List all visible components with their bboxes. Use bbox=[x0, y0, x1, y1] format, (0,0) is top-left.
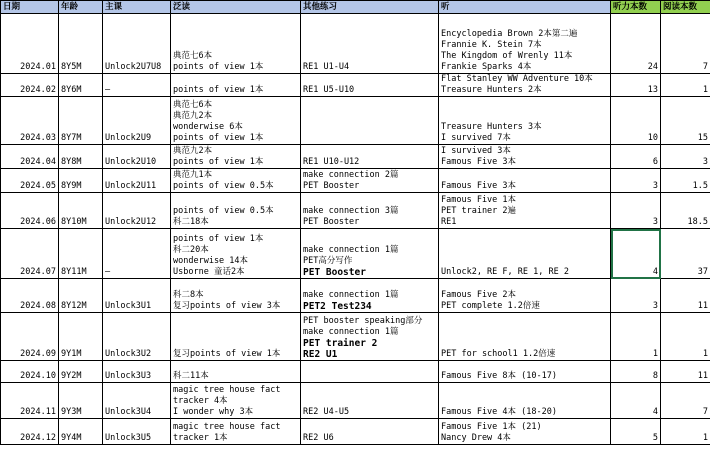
cell-listening-count[interactable]: 6 bbox=[611, 145, 661, 169]
cell-extensive-reading[interactable] bbox=[171, 145, 301, 169]
header-extensive-reading[interactable]: 泛读 bbox=[171, 1, 301, 14]
cell-listening[interactable] bbox=[439, 74, 611, 97]
cell-extensive-reading-line: 科二8本 bbox=[173, 290, 204, 300]
cell-extensive-reading[interactable] bbox=[171, 169, 301, 193]
cell-age[interactable]: 8Y7M bbox=[59, 97, 103, 145]
cell-date[interactable]: 2024.10 bbox=[1, 361, 59, 383]
cell-other-practice-line: make connection 3篇 bbox=[303, 206, 399, 216]
cell-extensive-reading-line: points of view 1本 bbox=[173, 85, 264, 95]
cell-main-course[interactable]: Unlock3U3 bbox=[103, 361, 171, 383]
cell-listening-line: Encyclopedia Brown 2本第二遍 bbox=[441, 29, 578, 39]
cell-extensive-reading-line: 科二18本 bbox=[173, 217, 209, 227]
cell-listening[interactable] bbox=[439, 313, 611, 361]
cell-extensive-reading[interactable] bbox=[171, 14, 301, 74]
cell-date[interactable]: 2024.12 bbox=[1, 419, 59, 445]
cell-main-course[interactable]: Unlock2U10 bbox=[103, 145, 171, 169]
table-row bbox=[1, 145, 710, 169]
cell-age[interactable]: 8Y11M bbox=[59, 229, 103, 279]
cell-reading-count[interactable]: 37 bbox=[661, 229, 710, 279]
cell-other-practice-line: PET trainer 2 bbox=[303, 338, 378, 349]
cell-date[interactable]: 2024.11 bbox=[1, 383, 59, 419]
cell-date[interactable]: 2024.08 bbox=[1, 279, 59, 313]
cell-listening-line: Treasure Hunters 3本 bbox=[441, 122, 542, 132]
cell-listening-line: I survived 7本 bbox=[441, 133, 511, 143]
cell-listening[interactable] bbox=[439, 97, 611, 145]
cell-listening-count[interactable]: 3 bbox=[611, 193, 661, 229]
cell-other-practice[interactable] bbox=[301, 419, 439, 445]
cell-reading-count[interactable]: 3 bbox=[661, 145, 710, 169]
header-main-course[interactable]: 主课 bbox=[103, 1, 171, 14]
cell-main-course[interactable]: Unlock2U12 bbox=[103, 193, 171, 229]
cell-extensive-reading-line: points of view 1本 bbox=[173, 157, 264, 167]
cell-extensive-reading[interactable] bbox=[171, 229, 301, 279]
cell-age[interactable]: 8Y12M bbox=[59, 279, 103, 313]
cell-age[interactable]: 9Y4M bbox=[59, 419, 103, 445]
cell-date[interactable]: 2024.07 bbox=[1, 229, 59, 279]
cell-reading-count[interactable]: 1 bbox=[661, 74, 710, 97]
cell-listening[interactable] bbox=[439, 193, 611, 229]
cell-listening-line: Famous Five 1本 (21) bbox=[441, 422, 542, 432]
cell-extensive-reading-line: points of view 0.5本 bbox=[173, 181, 274, 191]
cell-other-practice-line: PET高分写作 bbox=[303, 256, 353, 266]
cell-listening-line: Treasure Hunters 2本 bbox=[441, 85, 542, 95]
cell-other-practice-line: PET booster speaking部分 bbox=[303, 316, 423, 326]
cell-extensive-reading[interactable] bbox=[171, 74, 301, 97]
cell-listening-line: Unlock2, RE F, RE 1, RE 2 bbox=[441, 267, 569, 277]
cell-listening-line: Frankie Sparks 4本 bbox=[441, 62, 532, 72]
cell-extensive-reading-line: 典范九2本 bbox=[173, 146, 213, 156]
cell-listening[interactable] bbox=[439, 383, 611, 419]
cell-other-practice-line: PET2 Test234 bbox=[303, 301, 372, 312]
header-listening-count[interactable]: 听力本数 bbox=[611, 1, 661, 14]
cell-date[interactable]: 2024.05 bbox=[1, 169, 59, 193]
cell-listening-line: RE1 bbox=[441, 217, 457, 227]
cell-reading-count[interactable]: 11 bbox=[661, 279, 710, 313]
cell-other-practice-line: make connection 2篇 bbox=[303, 170, 399, 180]
cell-listening-line: Famous Five 2本 bbox=[441, 290, 517, 300]
cell-extensive-reading[interactable] bbox=[171, 193, 301, 229]
cell-reading-count[interactable]: 18.5 bbox=[661, 193, 710, 229]
cell-listening-line: Nancy Drew 4本 bbox=[441, 433, 511, 443]
cell-reading-count[interactable]: 1 bbox=[661, 313, 710, 361]
cell-other-practice-line: PET Booster bbox=[303, 181, 360, 191]
table-row bbox=[1, 74, 710, 97]
cell-extensive-reading-line: 典范九1本 bbox=[173, 170, 213, 180]
cell-extensive-reading-line: wonderwise 6本 bbox=[173, 122, 243, 132]
cell-listening[interactable] bbox=[439, 169, 611, 193]
table-row bbox=[1, 14, 710, 74]
cell-age[interactable]: 9Y1M bbox=[59, 313, 103, 361]
cell-listening-count[interactable]: 3 bbox=[611, 279, 661, 313]
cell-listening-line: Flat Stanley WW Adventure 10本 bbox=[441, 74, 593, 84]
cell-extensive-reading[interactable] bbox=[171, 279, 301, 313]
cell-other-practice[interactable] bbox=[301, 97, 439, 145]
cell-reading-count[interactable]: 11 bbox=[661, 361, 710, 383]
cell-listening-line: Famous Five 1本 bbox=[441, 195, 517, 205]
cell-age[interactable]: 8Y6M bbox=[59, 74, 103, 97]
cell-listening-count[interactable]: 4 bbox=[611, 229, 661, 279]
cell-extensive-reading-line: wonderwise 14本 bbox=[173, 256, 249, 266]
cell-listening[interactable] bbox=[439, 279, 611, 313]
table-row bbox=[1, 279, 710, 313]
table-row bbox=[1, 169, 710, 193]
table-row bbox=[1, 383, 710, 419]
cell-extensive-reading[interactable] bbox=[171, 361, 301, 383]
cell-listening[interactable] bbox=[439, 14, 611, 74]
header-listening[interactable]: 听 bbox=[439, 1, 611, 14]
cell-listening[interactable] bbox=[439, 229, 611, 279]
cell-age[interactable]: 8Y9M bbox=[59, 169, 103, 193]
cell-extensive-reading[interactable] bbox=[171, 383, 301, 419]
cell-other-practice[interactable] bbox=[301, 145, 439, 169]
cell-extensive-reading[interactable] bbox=[171, 97, 301, 145]
cell-listening-count[interactable]: 5 bbox=[611, 419, 661, 445]
cell-other-practice-line: RE1 U1-U4 bbox=[303, 62, 350, 72]
cell-listening-count[interactable]: 10 bbox=[611, 97, 661, 145]
cell-reading-count[interactable]: 1 bbox=[661, 419, 710, 445]
cell-age[interactable]: 8Y8M bbox=[59, 145, 103, 169]
cell-listening-count[interactable]: 8 bbox=[611, 361, 661, 383]
cell-extensive-reading-line: magic tree house fact bbox=[173, 385, 281, 395]
header-date[interactable]: 日期 bbox=[1, 1, 59, 14]
table-row bbox=[1, 313, 710, 361]
cell-reading-count[interactable]: 15 bbox=[661, 97, 710, 145]
cell-date[interactable]: 2024.09 bbox=[1, 313, 59, 361]
cell-listening-line: Famous Five 4本 (18-20) bbox=[441, 407, 557, 417]
cell-other-practice[interactable] bbox=[301, 74, 439, 97]
cell-extensive-reading-line: 复习points of view 3本 bbox=[173, 301, 281, 311]
cell-other-practice[interactable] bbox=[301, 279, 439, 313]
cell-main-course[interactable]: Unlock3U4 bbox=[103, 383, 171, 419]
cell-other-practice-line: RE2 U4-U5 bbox=[303, 407, 350, 417]
cell-listening-line: I survived 3本 bbox=[441, 146, 511, 156]
cell-other-practice-line: make connection 1篇 bbox=[303, 327, 399, 337]
cell-listening-line: Famous Five 3本 bbox=[441, 157, 517, 167]
cell-main-course[interactable]: — bbox=[103, 229, 171, 279]
cell-date[interactable]: 2024.03 bbox=[1, 97, 59, 145]
cell-extensive-reading-line: 复习points of view 1本 bbox=[173, 349, 281, 359]
cell-extensive-reading-line: 科二11本 bbox=[173, 371, 209, 381]
header-age[interactable]: 年龄 bbox=[59, 1, 103, 14]
cell-main-course[interactable]: Unlock2U7U8 bbox=[103, 14, 171, 74]
cell-listening-count[interactable]: 3 bbox=[611, 169, 661, 193]
cell-other-practice-line: RE1 U10-U12 bbox=[303, 157, 360, 167]
cell-listening-line: Famous Five 3本 bbox=[441, 181, 517, 191]
cell-date[interactable]: 2024.01 bbox=[1, 14, 59, 74]
cell-listening-line: PET complete 1.2倍速 bbox=[441, 301, 540, 311]
cell-other-practice[interactable] bbox=[301, 193, 439, 229]
cell-extensive-reading-line: points of view 1本 bbox=[173, 62, 264, 72]
cell-extensive-reading-line: Usborne 童话2本 bbox=[173, 267, 245, 277]
cell-listening-count[interactable]: 13 bbox=[611, 74, 661, 97]
table-row bbox=[1, 361, 710, 383]
cell-reading-count[interactable]: 1.5 bbox=[661, 169, 710, 193]
cell-listening[interactable] bbox=[439, 361, 611, 383]
cell-extensive-reading-line: 典范七6本 bbox=[173, 51, 213, 61]
cell-listening[interactable] bbox=[439, 145, 611, 169]
cell-other-practice[interactable] bbox=[301, 383, 439, 419]
cell-age[interactable]: 8Y10M bbox=[59, 193, 103, 229]
cell-age[interactable]: 8Y5M bbox=[59, 14, 103, 74]
cell-other-practice[interactable] bbox=[301, 313, 439, 361]
cell-extensive-reading-line: 科二20本 bbox=[173, 245, 209, 255]
cell-other-practice-line: make connection 1篇 bbox=[303, 290, 399, 300]
cell-other-practice-line: RE2 U6 bbox=[303, 433, 334, 443]
cell-other-practice[interactable] bbox=[301, 229, 439, 279]
cell-other-practice-line: RE1 U5-U10 bbox=[303, 85, 355, 95]
cell-main-course[interactable]: Unlock3U2 bbox=[103, 313, 171, 361]
cell-age[interactable]: 9Y3M bbox=[59, 383, 103, 419]
table-row bbox=[1, 193, 710, 229]
cell-extensive-reading-line: 典范九2本 bbox=[173, 111, 213, 121]
cell-listening-line: Famous Five 8本 (10-17) bbox=[441, 371, 557, 381]
cell-other-practice-line: RE2 U1 bbox=[303, 349, 338, 360]
cell-listening-line: PET trainer 2遍 bbox=[441, 206, 517, 216]
cell-main-course[interactable]: Unlock2U11 bbox=[103, 169, 171, 193]
cell-main-course[interactable]: Unlock2U9 bbox=[103, 97, 171, 145]
cell-listening[interactable] bbox=[439, 419, 611, 445]
cell-date[interactable]: 2024.04 bbox=[1, 145, 59, 169]
cell-extensive-reading-line: points of view 1本 bbox=[173, 234, 264, 244]
cell-other-practice-line: PET Booster bbox=[303, 267, 366, 278]
cell-extensive-reading-line: points of view 1本 bbox=[173, 133, 264, 143]
cell-extensive-reading-line: tracker 1本 bbox=[173, 433, 228, 443]
cell-other-practice[interactable] bbox=[301, 169, 439, 193]
cell-extensive-reading[interactable] bbox=[171, 419, 301, 445]
cell-date[interactable]: 2024.02 bbox=[1, 74, 59, 97]
cell-extensive-reading-line: I wonder why 3本 bbox=[173, 407, 254, 417]
table-row bbox=[1, 229, 710, 279]
cell-listening-line: The Kingdom of Wrenly 11本 bbox=[441, 51, 573, 61]
cell-listening-count[interactable]: 24 bbox=[611, 14, 661, 74]
table-row bbox=[1, 97, 710, 145]
cell-listening-count[interactable]: 1 bbox=[611, 313, 661, 361]
cell-listening-line: PET for school1 1.2倍速 bbox=[441, 349, 556, 359]
cell-reading-count[interactable]: 7 bbox=[661, 383, 710, 419]
cell-reading-count[interactable]: 7 bbox=[661, 14, 710, 74]
cell-extensive-reading[interactable] bbox=[171, 313, 301, 361]
cell-other-practice-line: PET Booster bbox=[303, 217, 360, 227]
cell-main-course[interactable]: — bbox=[103, 74, 171, 97]
cell-other-practice[interactable] bbox=[301, 14, 439, 74]
cell-extensive-reading-line: magic tree house fact bbox=[173, 422, 281, 432]
table-row bbox=[1, 419, 710, 445]
cell-extensive-reading-line: 典范七6本 bbox=[173, 100, 213, 110]
cell-main-course[interactable]: Unlock3U5 bbox=[103, 419, 171, 445]
cell-other-practice-line: make connection 1篇 bbox=[303, 245, 399, 255]
header-reading-count[interactable]: 阅读本数 bbox=[661, 1, 710, 14]
cell-main-course[interactable]: Unlock3U1 bbox=[103, 279, 171, 313]
header-row bbox=[1, 1, 710, 14]
cell-listening-line: Frannie K. Stein 7本 bbox=[441, 40, 542, 50]
cell-age[interactable]: 9Y2M bbox=[59, 361, 103, 383]
header-other-practice[interactable]: 其他练习 bbox=[301, 1, 439, 14]
cell-extensive-reading-line: tracker 4本 bbox=[173, 396, 228, 406]
cell-date[interactable]: 2024.06 bbox=[1, 193, 59, 229]
cell-extensive-reading-line: points of view 0.5本 bbox=[173, 206, 274, 216]
cell-other-practice[interactable] bbox=[301, 361, 439, 383]
cell-listening-count[interactable]: 4 bbox=[611, 383, 661, 419]
